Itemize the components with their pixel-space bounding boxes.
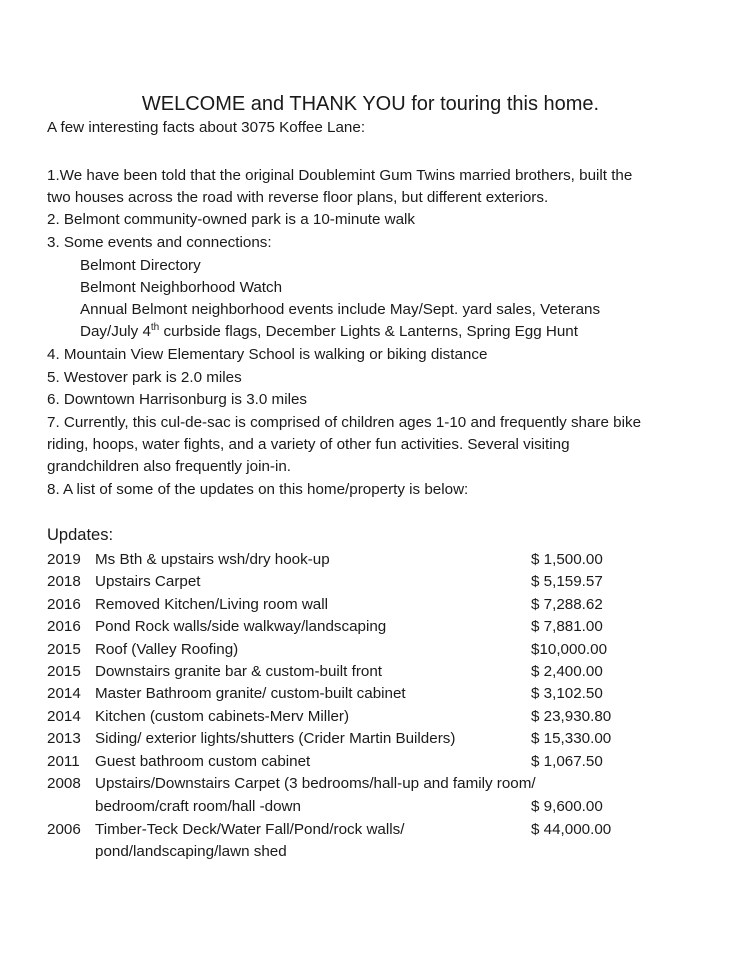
fact-3-events-line-2 xyxy=(80,322,578,342)
update-description: Kitchen (custom cabinets-Merv Miller) xyxy=(95,708,350,725)
update-year: 2016 xyxy=(47,618,81,635)
update-year: 2015 xyxy=(47,641,81,658)
update-description: Removed Kitchen/Living room wall xyxy=(95,596,328,613)
update-amount: $ 5,159.57 xyxy=(531,573,603,590)
update-description: Pond Rock walls/side walkway/landscaping xyxy=(95,618,387,635)
update-year: 2018 xyxy=(47,573,81,590)
fact-7-line-3: grandchildren also frequently join-in. xyxy=(47,458,291,475)
update-description: Siding/ exterior lights/shutters (Crider Martin Builders) xyxy=(95,730,456,747)
update-description: Downstairs granite bar & custom-built front xyxy=(95,663,382,680)
update-amount: $ 3,102.50 xyxy=(531,685,603,702)
update-amount: $ 1,067.50 xyxy=(531,753,603,770)
fact-3-neighborhood-watch: Belmont Neighborhood Watch xyxy=(80,279,283,296)
fact-3-belmont-directory: Belmont Directory xyxy=(80,257,201,274)
fact-1-line-1: 1.We have been told that the original Doublemint Gum Twins married brothers, built the xyxy=(47,167,633,184)
update-amount: $ 15,330.00 xyxy=(531,730,612,747)
intro-text: A few interesting facts about 3075 Koffee Lane: xyxy=(47,119,366,136)
fact-3: 3. Some events and connections: xyxy=(47,234,272,251)
update-year: 2011 xyxy=(47,753,80,770)
fact-3-events-line-1: Annual Belmont neighborhood events include May/Sept. yard sales, Veterans xyxy=(80,301,601,318)
updates-heading: Updates: xyxy=(47,526,114,544)
update-year: 2013 xyxy=(47,730,81,747)
fact-5: 5. Westover park is 2.0 miles xyxy=(47,369,242,386)
fact-6: 6. Downtown Harrisonburg is 3.0 miles xyxy=(47,391,307,408)
update-description: Upstairs/Downstairs Carpet (3 bedrooms/hall-up and family room/ xyxy=(95,775,536,792)
update-amount: $ 44,000.00 xyxy=(531,821,612,838)
update-year: 2008 xyxy=(47,775,81,792)
update-description: Upstairs Carpet xyxy=(95,573,201,590)
update-amount: $ 7,881.00 xyxy=(531,618,603,635)
update-amount: $ 2,400.00 xyxy=(531,663,603,680)
update-amount: $ 9,600.00 xyxy=(531,798,603,815)
update-amount: $ 1,500.00 xyxy=(531,551,603,568)
update-year: 2016 xyxy=(47,596,81,613)
update-description: Master Bathroom granite/ custom-built cabinet xyxy=(95,685,406,702)
update-year: 2014 xyxy=(47,685,81,702)
update-year: 2014 xyxy=(47,708,81,725)
fact-8: 8. A list of some of the updates on this home/property is below: xyxy=(47,481,469,498)
update-year: 2006 xyxy=(47,821,81,838)
fact-4: 4. Mountain View Elementary School is walking or biking distance xyxy=(47,346,488,363)
fact-7-line-2: riding, hoops, water fights, and a variety of other fun activities. Several visiting xyxy=(47,436,570,453)
fact-7-line-1: 7. Currently, this cul-de-sac is comprised of children ages 1-10 and frequently share bike xyxy=(47,414,642,431)
update-description: Ms Bth & upstairs wsh/dry hook-up xyxy=(95,551,330,568)
update-amount: $ 7,288.62 xyxy=(531,596,603,613)
page-title: WELCOME and THANK YOU for touring this home. xyxy=(141,93,600,115)
update-description: Roof (Valley Roofing) xyxy=(95,641,239,658)
update-description: Guest bathroom custom cabinet xyxy=(95,753,311,770)
fact-1-line-2: two houses across the road with reverse floor plans, but different exteriors. xyxy=(47,189,549,206)
events-superscript: th xyxy=(150,321,160,333)
fact-2: 2. Belmont community-owned park is a 10-minute walk xyxy=(47,211,416,228)
update-description-continued: bedroom/craft room/hall -down xyxy=(95,798,301,815)
update-amount: $10,000.00 xyxy=(531,641,608,658)
events-text-post: curbside flags, December Lights & Lanterns, Spring Egg Hunt xyxy=(159,323,578,340)
update-year: 2019 xyxy=(47,551,81,568)
update-year: 2015 xyxy=(47,663,81,680)
events-text-pre: Day/July 4 xyxy=(80,323,151,340)
update-description: Timber-Teck Deck/Water Fall/Pond/rock walls/ xyxy=(95,821,405,838)
update-amount: $ 23,930.80 xyxy=(531,708,612,725)
update-description-continued: pond/landscaping/lawn shed xyxy=(95,843,287,860)
